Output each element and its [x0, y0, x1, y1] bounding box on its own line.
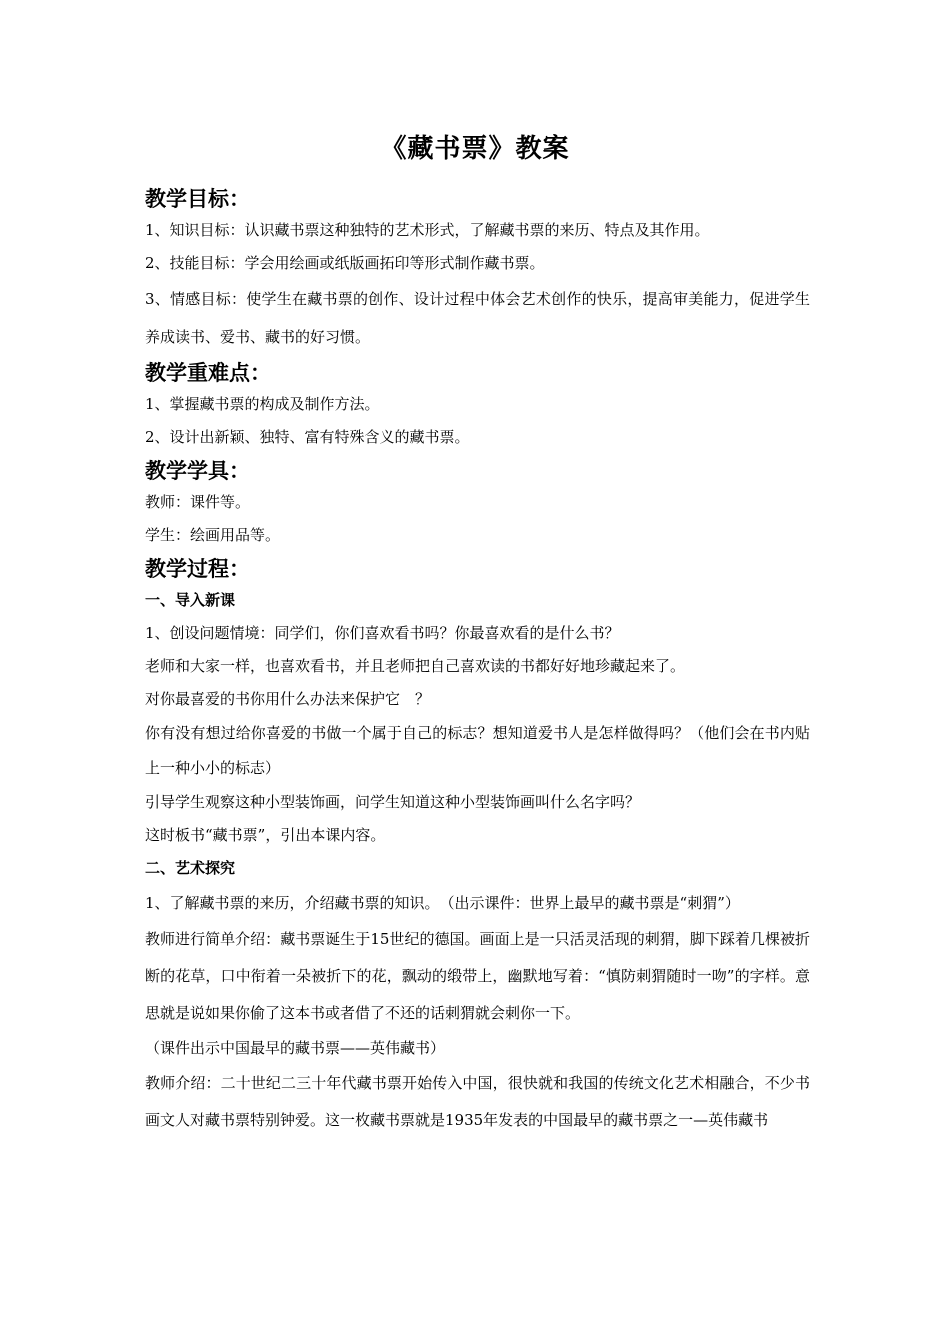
process-part1-item: 引导学生观察这种小型装饰画，问学生知道这种小型装饰画叫什么名字吗？ — [145, 793, 641, 811]
process-part1-heading: 一、导入新课 — [145, 591, 236, 609]
tool-item: 教师：课件等。 — [145, 493, 251, 511]
process-part2-item: 1、了解藏书票的来历，介绍藏书票的知识。 （出示课件：世界上最早的藏书票是“刺猬”） — [145, 894, 740, 912]
key-points-heading: 教学重难点： — [145, 361, 271, 385]
key-point-item: 2、设计出新颖、独特、富有特殊含义的藏书票。 — [145, 428, 470, 446]
key-point-item: 1、掌握藏书票的构成及制作方法。 — [145, 395, 380, 413]
process-part1-item: 这时板书“藏书票”，引出本课内容。 — [145, 826, 386, 844]
process-part2-heading: 二、艺术探究 — [145, 859, 236, 877]
process-part1-item: 老师和大家一样，也喜欢看书，并且老师把自己喜欢读的书都好好地珍藏起来了。 — [145, 657, 686, 675]
process-heading: 教学过程： — [145, 557, 250, 581]
goal-item: 3、情感目标：使学生在藏书票的创作、设计过程中体会艺术创作的快乐，提高审美能力，促进学生养成读书、爱书、藏书的好习惯。 — [145, 290, 810, 346]
document-body — [145, 184, 810, 1139]
process-part1-item: 你有没有想过给你喜爱的书做一个属于自己的标志？想知道爱书人是怎样做得吗？（他们会在书内贴上一种小小的标志） — [145, 724, 810, 777]
process-part2-item: 教师进行简单介绍：藏书票诞生于15世纪的德国。画面上是一只活灵活现的刺猬，脚下踩着几棵被折断的花草，口中衔着一朵被折下的花，飘动的缎带上，幽默地写着：“慎防刺猬随时一吻”的字样。意思就是说如果你偷了这本书或者借了不还的话刺猬就会刺你一下。 — [145, 930, 810, 1022]
goals-heading: 教学目标： — [145, 187, 250, 211]
goal-item: 2、技能目标：学会用绘画或纸版画拓印等形式制作藏书票。 — [145, 254, 545, 272]
process-part1-item: 1、创设问题情境：同学们，你们喜欢看书吗？你最喜欢看的是什么书？ — [145, 624, 620, 642]
document-title: 《藏书票》教案 — [380, 134, 570, 164]
process-part1-item: 对你最喜爱的书你用什么办法来保护它 ？ — [145, 690, 431, 708]
process-part2-item: （课件出示中国最早的藏书票——英伟藏书） — [145, 1039, 446, 1057]
goal-item: 1、知识目标：认识藏书票这种独特的艺术形式，了解藏书票的来历、特点及其作用。 — [145, 221, 710, 239]
tools-heading: 教学学具： — [145, 459, 250, 483]
tool-item: 学生：绘画用品等。 — [145, 526, 281, 544]
process-part2-item: 教师介绍：二十世纪二三十年代藏书票开始传入中国，很快就和我国的传统文化艺术相融合，不少书画文人对藏书票特别钟爱。这一枚藏书票就是1935年发表的中国最早的藏书票之一—英伟藏书 — [145, 1074, 810, 1129]
